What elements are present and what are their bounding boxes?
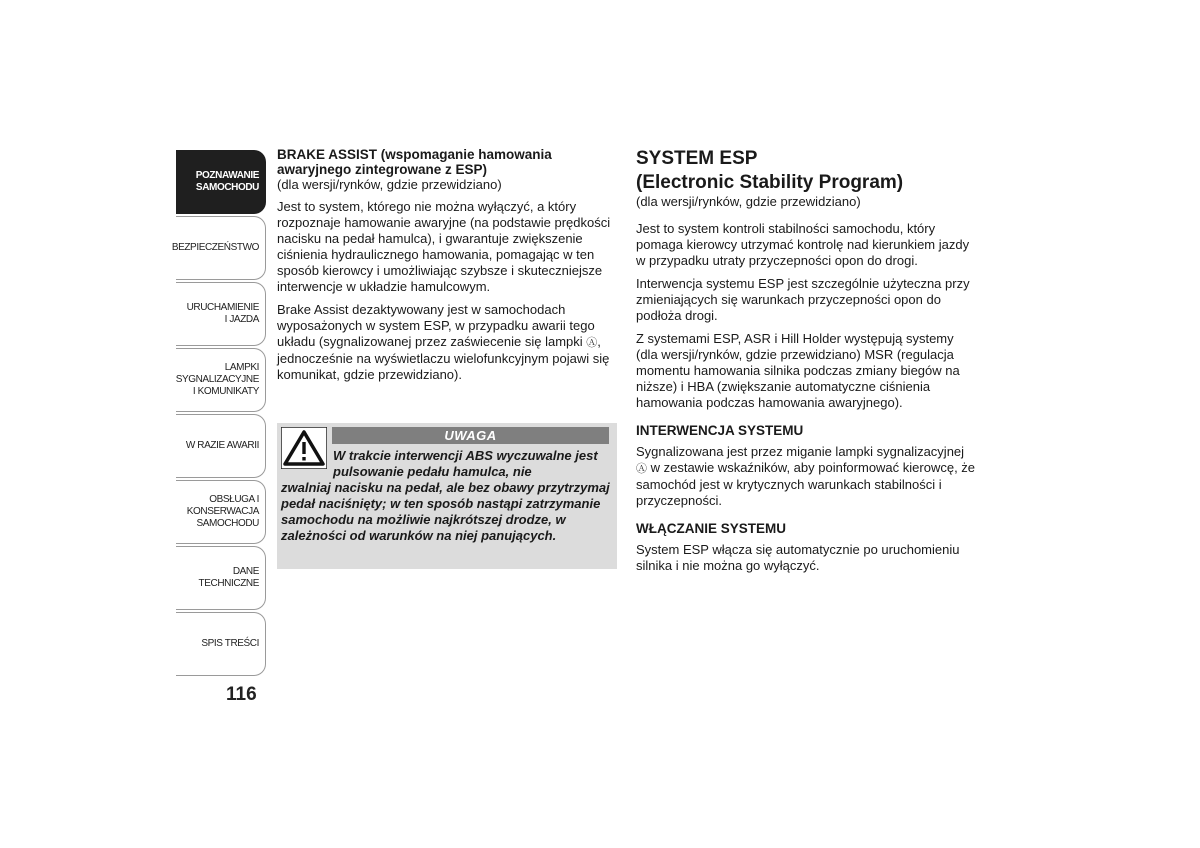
esp-lamp-icon: Ⓐ — [586, 337, 598, 349]
wlaczanie-heading: WŁĄCZANIE SYSTEMU — [636, 521, 786, 536]
interwencja-paragraph — [636, 444, 976, 509]
brake-assist-paragraph-2 — [277, 302, 617, 383]
esp-lamp-icon-2: Ⓐ — [636, 463, 647, 475]
tab-poznawanie-samochodu[interactable]: POZNAWANIE SAMOCHODU — [176, 150, 266, 214]
tab-bezpieczenstwo[interactable]: BEZPIECZEŃSTWO — [176, 216, 266, 280]
interwencja-p-end: w zestawie wskaźników, aby poinformować kierowcę, że samochód jest w krytycznych warunkach stabilności i przyczepności. — [636, 460, 976, 508]
wlaczanie-paragraph: System ESP włącza się automatycznie po uruchomieniu silnika i nie można go wyłączyć. — [636, 542, 960, 573]
chapter-tabs — [171, 150, 266, 678]
tab-uruchamienie-i-jazda[interactable]: URUCHAMIENIE I JAZDA — [176, 282, 266, 346]
tab-lampki-sygnalizacyjne[interactable]: LAMPKI SYGNALIZACYJNE I KOMUNIKATY — [176, 348, 266, 412]
esp-title-subtitle: (Electronic Stability Program) — [636, 172, 904, 193]
tab-obsluga-i-konserwacja[interactable]: OBSŁUGA I KONSERWACJA SAMOCHODU — [176, 480, 266, 544]
warning-text — [281, 448, 611, 544]
esp-availability: (dla wersji/rynków, gdzie przewidziano) — [636, 194, 861, 209]
brake-assist-heading: BRAKE ASSIST (wspomaganie hamowania awaryjnego zintegrowane z ESP) — [277, 147, 552, 177]
warning-box — [277, 423, 617, 569]
tab-w-razie-awarii[interactable]: W RAZIE AWARII — [176, 414, 266, 478]
warning-text-rest: zwalniaj nacisku na pedał, ale bez obawy przytrzymaj pedał naciśnięty; w ten sposób nastąpi zatrzymanie samochodu na możliwie najkrótszej drodze, w zależności od warunków na niej panujących. — [281, 480, 610, 543]
esp-paragraph-2: Interwencja systemu ESP jest szczególnie użyteczna przy zmieniających się warunkach przyczepności opon do podłoża drogi. — [636, 276, 970, 323]
page-number: 116 — [226, 684, 257, 705]
brake-assist-paragraph-1: Jest to system, którego nie można wyłączyć, a który rozpoznaje hamowanie awaryjne (na podstawie prędkości nacisku na pedał hamulca), i gwarantuje zwiększenie ciśnienia hydraulicznego hamowania, pomagając w ten sposób kierowcy i umożliwiając szybsze i skuteczniejsze interwencje w układzie hamulcowym. — [277, 199, 611, 294]
right-column — [636, 147, 976, 581]
warning-text-first-lines: W trakcie interwencji ABS wyczuwalne jest pulsowanie pedału hamulca, nie — [333, 448, 598, 479]
esp-paragraph-3: Z systemami ESP, ASR i Hill Holder występują systemy (dla wersji/rynków, gdzie przewidziano) MSR (regulacja momentu hamowania silnika podczas zmiany biegów na niższe) i HBA (zwiększanie automatyczne ciśnienia hamowania podczas hamowania awaryjnego). — [636, 331, 960, 410]
interwencja-p-start: Sygnalizowana jest przez miganie lampki sygnalizacyjnej — [636, 444, 965, 459]
warning-title: UWAGA — [332, 427, 609, 444]
tab-dane-techniczne[interactable]: DANE TECHNICZNE — [176, 546, 266, 610]
interwencja-heading: INTERWENCJA SYSTEMU — [636, 423, 804, 438]
brake-assist-availability: (dla wersji/rynków, gdzie przewidziano) — [277, 177, 502, 192]
brake-assist-p2-end: , jednocześnie na wyświetlaczu wielofunkcyjnym pojawi się komunikat, gdzie przewidziano). — [277, 334, 610, 382]
esp-title: SYSTEM ESP — [636, 148, 758, 169]
esp-paragraph-1: Jest to system kontroli stabilności samochodu, który pomaga kierowcy utrzymać kontrolę nad kierunkiem jazdy w przypadku utraty przyczepności opon do drogi. — [636, 221, 970, 268]
tab-spis-tresci[interactable]: SPIS TREŚCI — [176, 612, 266, 676]
left-column — [277, 147, 617, 390]
brake-assist-p2-start: Brake Assist dezaktywowany jest w samochodach wyposażonych w system ESP, w przypadku awarii tego układu (sygnalizowanej przez zaświecenie się lampki — [277, 302, 595, 349]
